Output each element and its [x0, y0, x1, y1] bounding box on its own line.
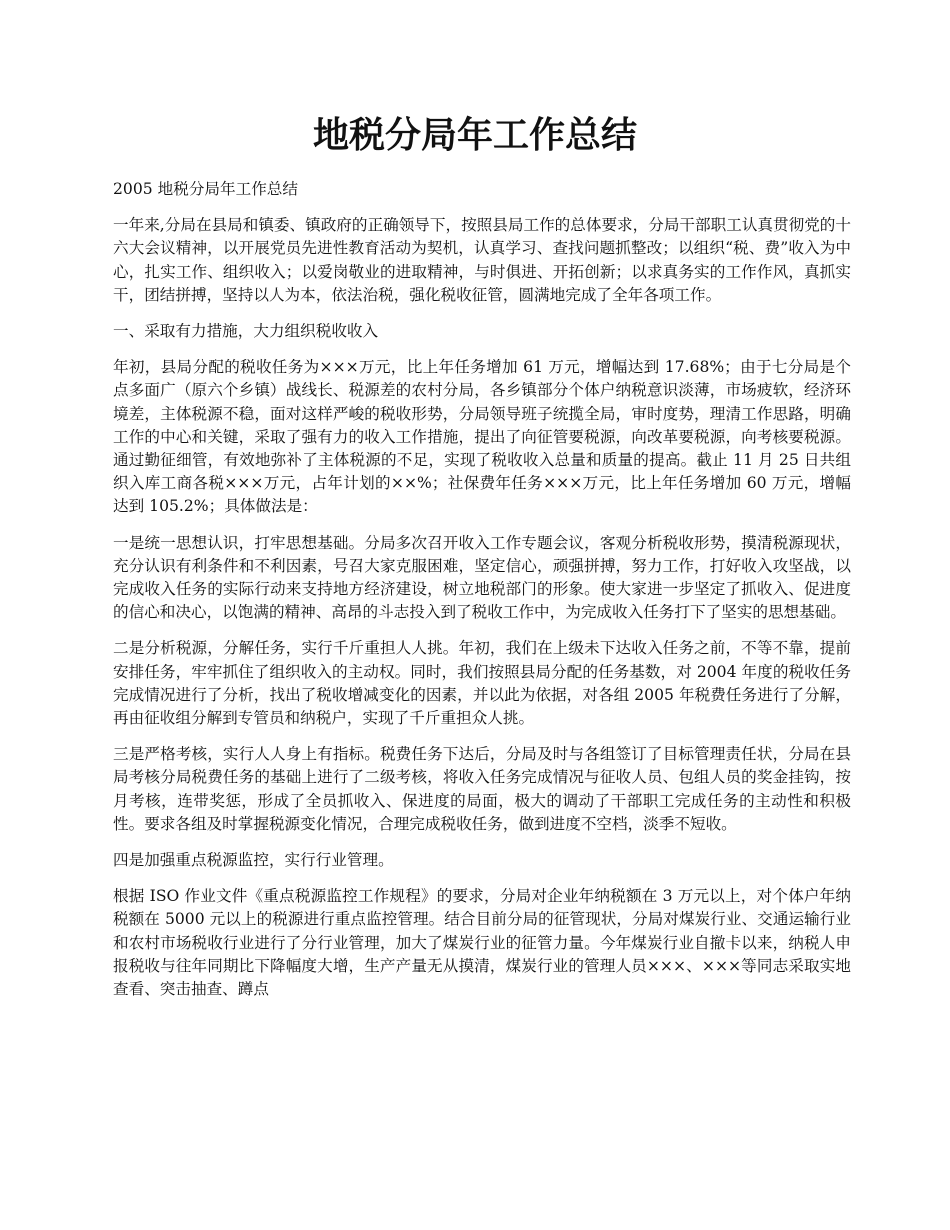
document-body	[113, 178, 851, 1014]
body-paragraph: 一是统一思想认识，打牢思想基础。分局多次召开收入工作专题会议，客观分析税收形势，摸清税源现状，充分认识有利条件和不利因素，号召大家克服困难，坚定信心，顽强拼搏，努力工作，打好收入攻坚战，以完成收入任务的实际行动来支持地方经济建设，树立地税部门的形象。使大家进一步坚定了抓收入、促进度的信心和决心，以饱满的精神、高昂的斗志投入到了税收工作中，为完成收入任务打下了坚实的思想基础。	[113, 533, 851, 622]
body-paragraph: 三是严格考核，实行人人身上有指标。税费任务下达后，分局及时与各组签订了目标管理责任状，分局在县局考核分局税费任务的基础上进行了二级考核，将收入任务完成情况与征收人员、包组人员的奖金挂钩，按月考核，连带奖惩，形成了全员抓收入、保进度的局面，极大的调动了干部职工完成任务的主动性和积极性。要求各组及时掌握税源变化情况，合理完成税收任务，做到进度不空档，淡季不短收。	[113, 745, 851, 833]
document-title: 地税分局年工作总结	[312, 115, 637, 156]
body-paragraph: 年初，县局分配的税收任务为×××万元，比上年任务增加 61 万元，增幅达到 17.68%；由于七分局是个点多面广（原六个乡镇）战线长、税源差的农村分局，各乡镇部分个体户纳税意识淡薄，市场疲软，经济环境差，主体税源不稳，面对这样严峻的税收形势，分局领导班子统揽全局，审时度势，理清工作思路，明确工作的中心和关键，采取了强有力的收入工作措施，提出了向征管要税源，向改革要税源，向考核要税源。通过勤征细管，有效地弥补了主体税源的不足，实现了税收收入总量和质量的提高。截止 11 月 25 日共组织入库工商各税×××万元，占年计划的××%；社保费年任务×××万元，比上年任务增加 60 万元，增幅达到 105.2%；具体做法是：	[113, 358, 851, 516]
body-paragraph: 根据 ISO 作业文件《重点税源监控工作规程》的要求，分局对企业年纳税额在 3 万元以上，对个体户年纳税额在 5000 元以上的税源进行重点监控管理。结合目前分局的征管现状，分局对煤炭行业、交通运输行业和农村市场税收行业进行了分行业管理，加大了煤炭行业的征管力量。今年煤炭行业自撤卡以来，纳税人申报税收与往年同期比下降幅度大增，生产产量无从摸清，煤炭行业的管理人员×××、×××等同志采取实地查看、突击抽查、蹲点	[113, 887, 851, 999]
subtitle-paragraph: 2005 地税分局年工作总结	[113, 180, 298, 198]
section-heading: 一、采取有力措施，大力组织税收收入	[113, 322, 379, 341]
intro-paragraph: 一年来,分局在县局和镇委、镇政府的正确领导下，按照县局工作的总体要求，分局干部职工认真贯彻党的十六大会议精神，以开展党员先进性教育活动为契机，认真学习、查找问题抓整改；以组织“税、费”收入为中心，扎实工作、组织收入；以爱岗敬业的进取精神，与时俱进、开拓创新；以求真务实的工作作风，真抓实干，团结拼搏，坚持以人为本，依法治税，强化税收征管，圆满地完成了全年各项工作。	[113, 216, 851, 304]
body-paragraph: 四是加强重点税源监控，实行行业管理。	[113, 851, 394, 870]
body-paragraph: 二是分析税源，分解任务，实行千斤重担人人挑。年初，我们在上级未下达收入任务之前，不等不靠，提前安排任务，牢牢抓住了组织收入的主动权。同时，我们按照县局分配的任务基数，对 2004 年度的税收任务完成情况进行了分析，找出了税收增减变化的因素，并以此为依据，对各组 2005 年税费任务进行了分解，再由征收组分解到专管员和纳税户，实现了千斤重担众人挑。	[113, 639, 851, 728]
